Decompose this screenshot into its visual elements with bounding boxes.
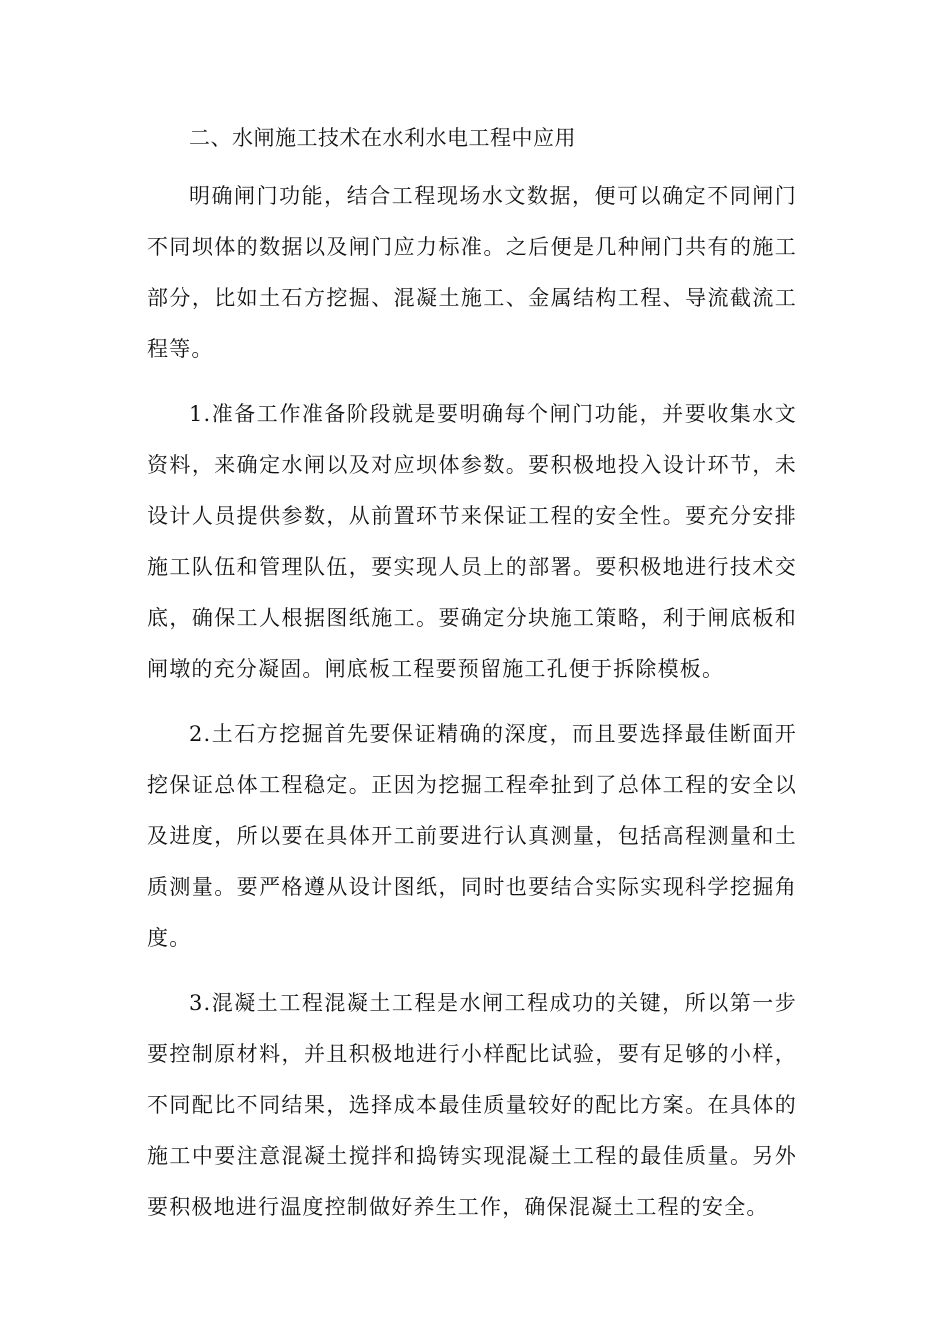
paragraph-concrete: 3.混凝土工程混凝土工程是水闸工程成功的关键，所以第一步要控制原材料，并且积极地进行小样配比试验，要有足够的小样，不同配比不同结果，选择成本最佳质量较好的配比方案。在具体的施工中要注意混凝土搅拌和捣铸实现混凝土工程的最佳质量。另外要积极地进行温度控制做好养生工作，确保混凝土工程的安全。 bbox=[147, 991, 797, 1219]
paragraph-earthwork: 2.土石方挖掘首先要保证精确的深度，而且要选择最佳断面开挖保证总体工程稳定。正因为挖掘工程牵扯到了总体工程的安全以及进度，所以要在具体开工前要进行认真测量，包括高程测量和土质测量。要严格遵从设计图纸，同时也要结合实际实现科学挖掘角度。 bbox=[147, 722, 797, 950]
section-heading: 二、水闸施工技术在水利水电工程中应用 bbox=[189, 126, 576, 150]
paragraph-intro: 明确闸门功能，结合工程现场水文数据，便可以确定不同闸门不同坝体的数据以及闸门应力标准。之后便是几种闸门共有的施工部分，比如土石方挖掘、混凝土施工、金属结构工程、导流截流工程等。 bbox=[147, 184, 797, 361]
document-page bbox=[147, 120, 797, 1233]
paragraph-preparation: 1.准备工作准备阶段就是要明确每个闸门功能，并要收集水文资料，来确定水闸以及对应坝体参数。要积极地投入设计环节，未设计人员提供参数，从前置环节来保证工程的安全性。要充分安排施工队伍和管理队伍，要实现人员上的部署。要积极地进行技术交底，确保工人根据图纸施工。要确定分块施工策略，利于闸底板和闸墩的充分凝固。闸底板工程要预留施工孔便于拆除模板。 bbox=[147, 402, 797, 681]
